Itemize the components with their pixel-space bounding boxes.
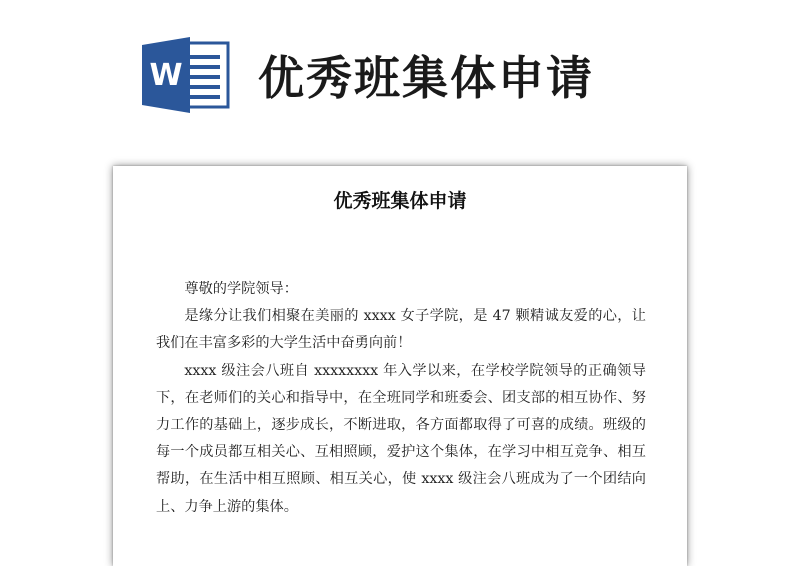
word-icon — [140, 35, 232, 115]
document-title: 优秀班集体申请 — [333, 190, 467, 212]
paragraph: xxxx 级注会八班自 xxxxxxxx 年入学以来，在学校学院领导的正确领导下，在老师们的关心和指导中，在全班同学和班委会、团支部的相互协作、努力工作的基础上，逐步成长，不断进取，各方面都取得了可喜的成绩。班级的每一个成员都互相关心、互相照顾，爱护这个集体，在学习中相互竞争、相互帮助，在生活中相互照顾、相互关心，使 xxxx 级注会八班成为了一个团结向上、力争上游的集体。 — [156, 362, 646, 515]
paragraph: 是缘分让我们相聚在美丽的 xxxx 女子学院，是 47 颗精诚友爱的心，让我们在丰富多彩的大学生活中奋勇向前！ — [156, 308, 646, 352]
document-body — [156, 276, 646, 521]
svg-text:W: W — [149, 58, 183, 93]
document-page — [113, 166, 687, 566]
banner-title: 优秀班集体申请 — [258, 51, 594, 105]
banner — [0, 0, 800, 150]
salutation: 尊敬的学院领导： — [184, 281, 298, 297]
